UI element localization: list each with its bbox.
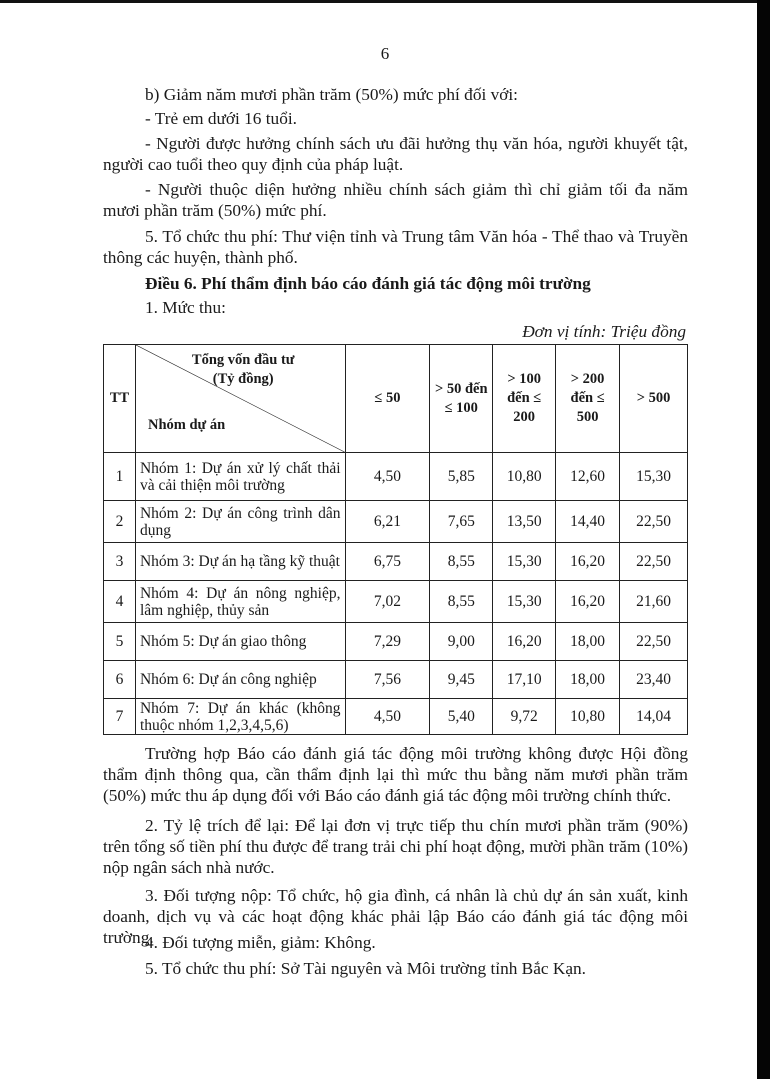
table-row [104, 661, 688, 699]
row-value: 8,55 [430, 543, 493, 581]
header-col-2: > 50 đến ≤ 100 [430, 345, 493, 453]
row-group: Nhóm 5: Dự án giao thông [135, 623, 345, 661]
row-value: 5,85 [430, 453, 493, 501]
row-value: 10,80 [556, 699, 620, 735]
header-col-3: > 100 đến ≤ 200 [493, 345, 556, 453]
row-value: 15,30 [620, 453, 688, 501]
row-group: Nhóm 3: Dự án hạ tầng kỹ thuật [135, 543, 345, 581]
row-tt: 3 [104, 543, 136, 581]
row-value: 16,20 [556, 581, 620, 623]
paragraph-collector-department: 5. Tổ chức thu phí: Sở Tài nguyên và Môi trường tỉnh Bắc Kạn. [145, 959, 586, 978]
row-value: 9,00 [430, 623, 493, 661]
row-value: 7,29 [345, 623, 430, 661]
table-header-row [104, 345, 688, 453]
paragraph-retention-rate: 2. Tỷ lệ trích để lại: Để lại đơn vị trực tiếp thu chín mươi phần trăm (90%) trên tổng số tiền phí thu được để trang trải chi phí hoạt động, mười phần trăm (10%) nộp ngân sách nhà nước. [103, 816, 688, 877]
row-value: 16,20 [493, 623, 556, 661]
row-value: 23,40 [620, 661, 688, 699]
row-tt: 7 [104, 699, 136, 735]
row-value: 4,50 [345, 453, 430, 501]
row-tt: 4 [104, 581, 136, 623]
scan-right-edge [757, 0, 770, 1079]
row-tt: 6 [104, 661, 136, 699]
paragraph-reduction-50: b) Giảm năm mươi phần trăm (50%) mức phí đối với: [145, 85, 518, 104]
header-investment-label: Tổng vốn đầu tư (Tỷ đồng) [191, 352, 295, 387]
row-group: Nhóm 4: Dự án nông nghiệp, lâm nghiệp, thủy sản [135, 581, 345, 623]
row-value: 5,40 [430, 699, 493, 735]
row-value: 13,50 [493, 501, 556, 543]
row-value: 22,50 [620, 623, 688, 661]
row-value: 9,72 [493, 699, 556, 735]
header-col-4: > 200 đến ≤ 500 [556, 345, 620, 453]
header-project-group-label: Nhóm dự án [147, 417, 226, 433]
article-heading: Điều 6. Phí thẩm định báo cáo đánh giá tác động môi trường [145, 274, 591, 293]
row-value: 15,30 [493, 581, 556, 623]
scan-top-edge [0, 0, 770, 3]
row-value: 7,56 [345, 661, 430, 699]
row-group: Nhóm 7: Dự án khác (không thuộc nhóm 1,2,3,4,5,6) [135, 699, 345, 735]
row-value: 6,75 [345, 543, 430, 581]
paragraph-exemptions: 4. Đối tượng miễn, giảm: Không. [145, 933, 376, 952]
row-value: 17,10 [493, 661, 556, 699]
row-tt: 5 [104, 623, 136, 661]
row-group: Nhóm 1: Dự án xử lý chất thải và cải thiện môi trường [135, 453, 345, 501]
row-value: 7,65 [430, 501, 493, 543]
page-number: 6 [380, 44, 390, 63]
row-value: 21,60 [620, 581, 688, 623]
table-row [104, 623, 688, 661]
fee-table [103, 344, 688, 735]
item-fee-level: 1. Mức thu: [145, 298, 226, 317]
paragraph-children: - Trẻ em dưới 16 tuổi. [145, 109, 297, 128]
table-row [104, 699, 688, 735]
row-group: Nhóm 2: Dự án công trình dân dụng [135, 501, 345, 543]
row-tt: 1 [104, 453, 136, 501]
row-value: 22,50 [620, 543, 688, 581]
paragraph-collector-library: 5. Tổ chức thu phí: Thư viện tỉnh và Trung tâm Văn hóa - Thể thao và Truyền thông các huyện, thành phố. [103, 227, 688, 267]
header-col-1: ≤ 50 [345, 345, 430, 453]
row-value: 8,55 [430, 581, 493, 623]
unit-note: Đơn vị tính: Triệu đồng [522, 322, 686, 341]
row-value: 12,60 [556, 453, 620, 501]
row-value: 4,50 [345, 699, 430, 735]
row-value: 18,00 [556, 661, 620, 699]
row-value: 10,80 [493, 453, 556, 501]
table-row [104, 453, 688, 501]
paragraph-multiple-policies: - Người thuộc diện hưởng nhiều chính sách giảm thì chỉ giảm tối đa năm mươi phần trăm (50%) mức phí. [103, 180, 688, 220]
row-value: 15,30 [493, 543, 556, 581]
row-value: 22,50 [620, 501, 688, 543]
row-value: 16,20 [556, 543, 620, 581]
row-value: 14,04 [620, 699, 688, 735]
header-tt: TT [104, 345, 136, 453]
row-value: 9,45 [430, 661, 493, 699]
paragraph-reappraisal: Trường hợp Báo cáo đánh giá tác động môi trường không được Hội đồng thẩm định thông qua, cần thẩm định lại thì mức thu bằng năm mươi phần trăm (50%) mức thu áp dụng đối với Báo cáo đánh giá tác động môi trường chính thức. [103, 744, 688, 805]
table-row [104, 501, 688, 543]
row-value: 14,40 [556, 501, 620, 543]
header-col-5: > 500 [620, 345, 688, 453]
table-row [104, 581, 688, 623]
row-value: 7,02 [345, 581, 430, 623]
paragraph-payers: 3. Đối tượng nộp: Tổ chức, hộ gia đình, cá nhân là chủ dự án sản xuất, kinh doanh, dịch vụ và các hoạt động khác phải lập Báo cáo đánh giá tác động môi trường. [103, 886, 688, 947]
header-diagonal-cell [135, 345, 345, 453]
row-tt: 2 [104, 501, 136, 543]
paragraph-beneficiaries: - Người được hưởng chính sách ưu đãi hưởng thụ văn hóa, người khuyết tật, người cao tuổi theo quy định của pháp luật. [103, 134, 688, 174]
row-value: 18,00 [556, 623, 620, 661]
row-group: Nhóm 6: Dự án công nghiệp [135, 661, 345, 699]
table-row [104, 543, 688, 581]
row-value: 6,21 [345, 501, 430, 543]
